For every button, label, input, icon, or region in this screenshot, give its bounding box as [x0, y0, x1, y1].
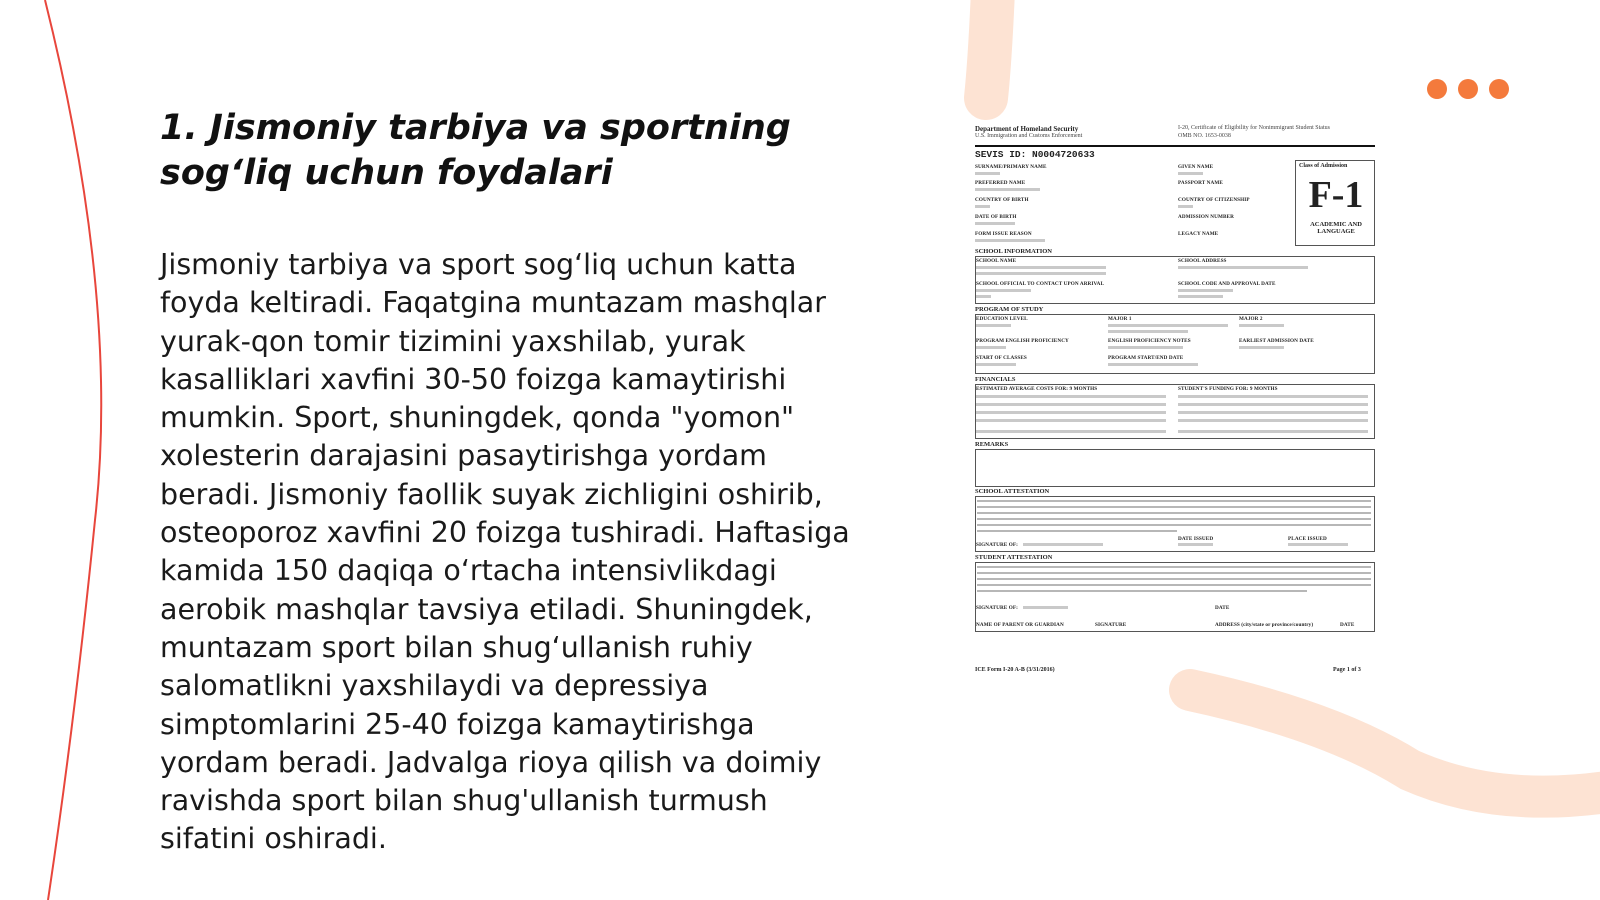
value-blurred [976, 363, 1016, 366]
value-blurred [976, 395, 1166, 398]
label-date: DATE [1215, 605, 1230, 611]
label-education-level: EDUCATION LEVEL [976, 316, 1028, 322]
value-blurred [975, 205, 990, 208]
value-blurred [1108, 330, 1188, 333]
label-earliest-admission: EARLIEST ADMISSION DATE [1239, 338, 1314, 344]
value-blurred [1023, 606, 1068, 609]
value-blurred [1239, 346, 1284, 349]
label-country-citizenship: COUNTRY OF CITIZENSHIP [1178, 197, 1250, 203]
form-department: Department of Homeland Security [975, 125, 1079, 133]
value-blurred [976, 266, 1106, 269]
form-footer-right: Page 1 of 3 [1333, 667, 1361, 673]
form-rule [975, 145, 1375, 147]
label-major-1: MAJOR 1 [1108, 316, 1132, 322]
text-blurred [977, 578, 1371, 580]
label-class-of-admission: Class of Admission [1299, 163, 1348, 169]
text-blurred [977, 584, 1371, 586]
value-blurred [1178, 411, 1368, 414]
value-blurred [1239, 324, 1284, 327]
label-parent-guardian: NAME OF PARENT OR GUARDIAN [976, 622, 1064, 628]
label-estimated-costs: ESTIMATED AVERAGE COSTS FOR: 9 MONTHS [976, 386, 1098, 392]
form-agency: U.S. Immigration and Customs Enforcement [975, 133, 1083, 139]
form-footer-left: ICE Form I-20 A-B (3/31/2016) [975, 667, 1055, 673]
label-major-2: MAJOR 2 [1239, 316, 1263, 322]
form-sevis-id: SEVIS ID: N0004720633 [975, 149, 1095, 160]
label-english-proficiency: PROGRAM ENGLISH PROFICIENCY [976, 338, 1069, 344]
value-blurred [1178, 172, 1203, 175]
label-admission-number: ADMISSION NUMBER [1178, 214, 1234, 220]
label-passport-name: PASSPORT NAME [1178, 180, 1223, 186]
text-blurred [977, 500, 1371, 502]
text-blurred [977, 530, 1177, 532]
value-blurred [975, 222, 1015, 225]
label-school-address: SCHOOL ADDRESS [1178, 258, 1227, 264]
label-school-official: SCHOOL OFFICIAL TO CONTACT UPON ARRIVAL [976, 281, 1105, 287]
label-date-birth: DATE OF BIRTH [975, 214, 1017, 220]
value-blurred [976, 419, 1166, 422]
value-blurred [1178, 430, 1368, 433]
label-signature-of: SIGNATURE OF: [976, 542, 1018, 548]
form-title: I-20, Certificate of Eligibility for Nonimmigrant Student Status [1178, 125, 1330, 131]
decor-arc-bottom [1190, 690, 1600, 797]
text-blurred [977, 572, 1371, 574]
label-school-name: SCHOOL NAME [976, 258, 1017, 264]
value-blurred [976, 295, 991, 298]
value-blurred [1288, 543, 1348, 546]
value-blurred [976, 430, 1166, 433]
text-blurred [977, 512, 1371, 514]
value-blurred [1178, 419, 1368, 422]
class-code: F-1 [1308, 174, 1364, 216]
value-blurred [1023, 543, 1103, 546]
text-blurred [977, 524, 1371, 526]
form-omb: OMB NO. 1653-0038 [1178, 133, 1231, 139]
value-blurred [976, 272, 1106, 275]
label-start-of-classes: START OF CLASSES [976, 355, 1027, 361]
decor-dot [1427, 79, 1447, 99]
value-blurred [976, 403, 1166, 406]
remarks-box [975, 449, 1375, 487]
decor-dot [1458, 79, 1478, 99]
decor-curve-left [45, 0, 101, 900]
value-blurred [1178, 543, 1213, 546]
label-program-dates: PROGRAM START/END DATE [1108, 355, 1184, 361]
value-blurred [975, 172, 1000, 175]
value-blurred [1108, 363, 1198, 366]
class-description: ACADEMIC AND LANGUAGE [1310, 221, 1362, 235]
section-remarks: REMARKS [975, 441, 1009, 448]
text-blurred [977, 506, 1371, 508]
text-blurred [977, 518, 1371, 520]
label-student-signature: SIGNATURE OF: [976, 605, 1018, 611]
value-blurred [1178, 266, 1308, 269]
label-date-2: DATE [1340, 622, 1355, 628]
section-school-attestation: SCHOOL ATTESTATION [975, 488, 1050, 495]
text-blurred [977, 566, 1371, 568]
value-blurred [975, 188, 1040, 191]
section-school-info: SCHOOL INFORMATION [975, 248, 1052, 255]
value-blurred [976, 289, 1031, 292]
i20-form-image [975, 122, 1375, 682]
decor-arc-top [986, 0, 993, 98]
value-blurred [1178, 403, 1368, 406]
label-country-birth: COUNTRY OF BIRTH [975, 197, 1029, 203]
label-funding: STUDENT'S FUNDING FOR: 9 MONTHS [1178, 386, 1278, 392]
label-preferred-name: PREFERRED NAME [975, 180, 1026, 186]
label-date-issued: DATE ISSUED [1178, 536, 1214, 542]
label-signature: SIGNATURE [1095, 622, 1127, 628]
label-given-name: GIVEN NAME [1178, 164, 1214, 170]
label-legacy-name: LEGACY NAME [1178, 231, 1219, 237]
value-blurred [1108, 346, 1183, 349]
label-surname: SURNAME/PRIMARY NAME [975, 164, 1047, 170]
section-financials: FINANCIALS [975, 376, 1016, 383]
label-english-notes: ENGLISH PROFICIENCY NOTES [1108, 338, 1191, 344]
label-address: ADDRESS (city/state or province/country) [1215, 622, 1314, 628]
value-blurred [1178, 395, 1368, 398]
label-form-issue-reason: FORM ISSUE REASON [975, 231, 1032, 237]
school-info-box [975, 256, 1375, 304]
slide-title: 1. Jismoniy tarbiya va sportning sog‘liq uchun foydalari [160, 108, 791, 193]
value-blurred [975, 239, 1045, 242]
value-blurred [1178, 205, 1193, 208]
class-of-admission-box [1295, 160, 1375, 246]
label-school-code: SCHOOL CODE AND APPROVAL DATE [1178, 281, 1276, 287]
value-blurred [1178, 295, 1223, 298]
value-blurred [976, 411, 1166, 414]
decor-dot [1489, 79, 1509, 99]
section-program: PROGRAM OF STUDY [975, 306, 1044, 313]
slide-body-text: Jismoniy tarbiya va sport sog‘liq uchun katta foyda keltiradi. Faqatgina muntazam mashqlar yurak-qon tomir tizimini yaxshilab, yurak kasalliklari xavfini 30-50 foizga kamaytirishi mumkin. Sport, shuningdek, qonda "yomon" xolesterin darajasini pasaytirishga yordam beradi. Jismoniy faollik suyak zichligini oshirib, osteoporoz xavfini 20 foizga tushiradi. Haftasiga kamida 150 daqiqa o‘rtacha intensivlikdagi aerobik mashqlar tavsiya etiladi. Shuningdek, muntazam sport bilan shug‘ullanish ruhiy salomatlikni yaxshilaydi va depressiya simptomlarini 25-40 foizga kamaytirishga yordam beradi. Jadvalga rioya qilish va doimiy ravishda sport bilan shug'ullanish turmush sifatini oshiradi. [160, 248, 850, 856]
value-blurred [1108, 324, 1228, 327]
decor-dots [1427, 79, 1509, 99]
value-blurred [1178, 289, 1233, 292]
label-place-issued: PLACE ISSUED [1288, 536, 1327, 542]
value-blurred [976, 346, 1006, 349]
section-student-attestation: STUDENT ATTESTATION [975, 554, 1053, 561]
value-blurred [976, 324, 1011, 327]
text-blurred [977, 590, 1307, 592]
